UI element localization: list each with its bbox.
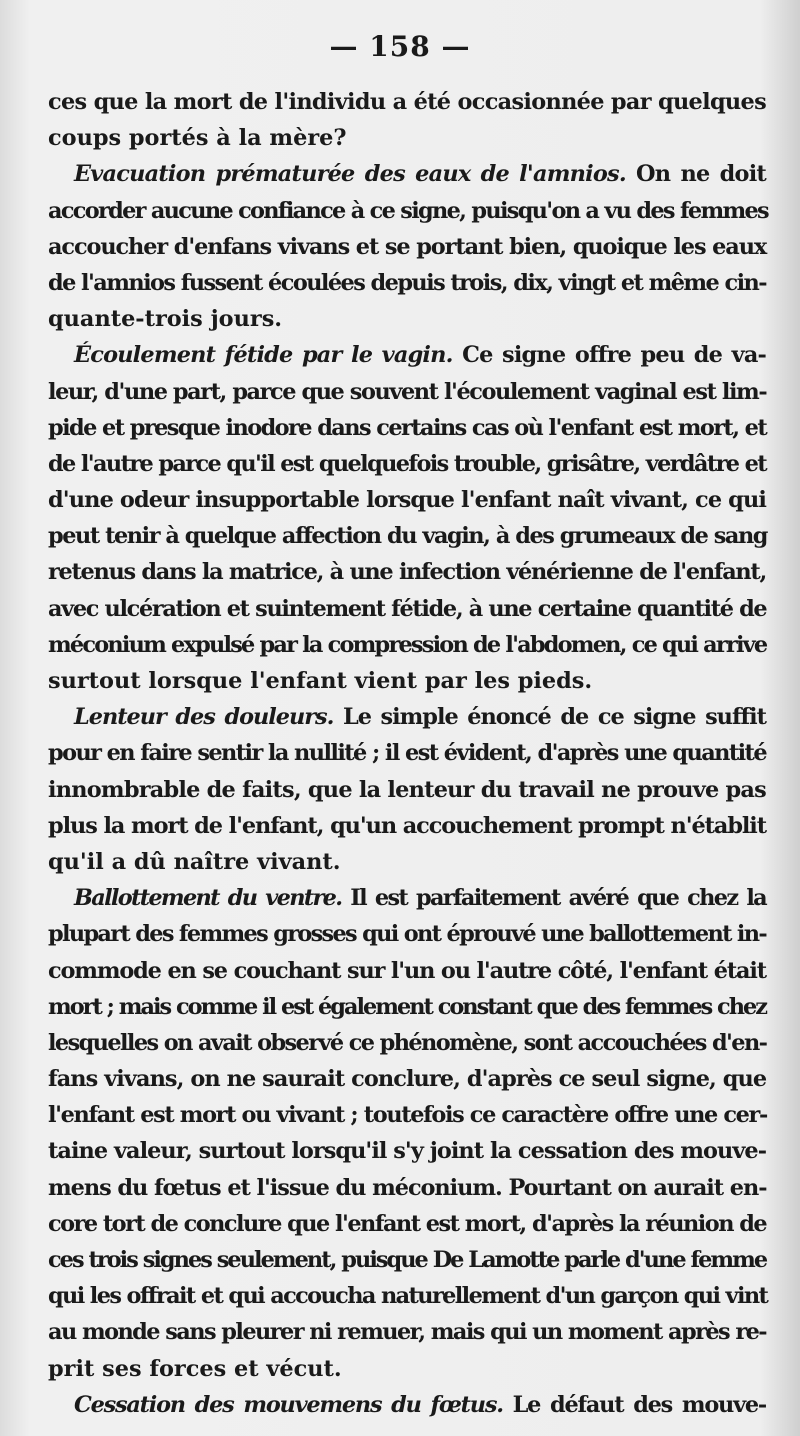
text-run: Ce signe offre peu de va- bbox=[452, 342, 766, 369]
section-heading: Ballottement du ventre. bbox=[74, 885, 342, 912]
paragraph-first-line bbox=[48, 337, 766, 373]
text-line: commode en se couchant sur l'un ou l'autre côté, l'enfant était bbox=[48, 957, 766, 984]
text-line: leur, d'une part, parce que souvent l'écoulement vaginal est lim- bbox=[48, 378, 767, 405]
text-line: fans vivans, on ne saurait conclure, d'après ce seul signe, que bbox=[48, 1066, 767, 1093]
text-line: lesquelles on avait observé ce phénomène, sont accouchées d'en- bbox=[48, 1029, 767, 1056]
text-line: peut tenir à quelque affection du vagin, à des grumeaux de sang bbox=[48, 523, 767, 550]
text-line: l'enfant est mort ou vivant ; toutefois ce caractère offre une cer- bbox=[48, 1102, 767, 1129]
text-line: accoucher d'enfans vivans et se portant bien, quoique les eaux bbox=[48, 233, 767, 260]
text-line: quante-trois jours. bbox=[48, 306, 283, 333]
text-line: surtout lorsque l'enfant vient par les pieds. bbox=[48, 668, 593, 694]
text-line: méconium expulsé par la compression de l'abdomen, ce qui arrive bbox=[48, 631, 767, 658]
section-heading: Lenteur des douleurs. bbox=[74, 704, 334, 731]
text-line: d'une odeur insupportable lorsque l'enfant naît vivant, ce qui bbox=[48, 487, 766, 514]
text-line: coups portés à la mère? bbox=[48, 125, 347, 152]
section-heading: Cessation des mouvemens du fœtus. bbox=[74, 1391, 503, 1418]
text-line: de l'amnios fussent écoulées depuis trois, dix, vingt et même cin- bbox=[48, 269, 766, 296]
text-line: prit ses forces et vécut. bbox=[48, 1355, 342, 1382]
text-line: plupart des femmes grosses qui ont éprouvé une ballottement in- bbox=[48, 921, 766, 948]
text-line: qu'il a dû naître vivant. bbox=[48, 848, 341, 875]
text-run: Le simple énoncé de ce signe suffit bbox=[333, 704, 766, 731]
text-line: core tort de conclure que l'enfant est mort, d'après la réunion de bbox=[48, 1210, 767, 1237]
section-heading: Evacuation prématurée des eaux de l'amnios. bbox=[74, 161, 626, 188]
text-line: qui les offrait et qui accoucha naturellement d'un garçon qui vint bbox=[48, 1283, 768, 1310]
text-line: ces trois signes seulement, puisque De Lamotte parle d'une femme bbox=[48, 1247, 767, 1273]
text-line: au monde sans pleurer ni remuer, mais qui un moment après re- bbox=[48, 1319, 766, 1346]
text-line: accorder aucune confiance à ce signe, puisqu'on a vu des femmes bbox=[48, 197, 768, 224]
text-line: taine valeur, surtout lorsqu'il s'y joint la cessation des mouve- bbox=[48, 1138, 767, 1165]
text-line: avec ulcération et suintement fétide, à une certaine quantité de bbox=[48, 595, 767, 622]
text-run: Il est parfaitement avéré que chez la bbox=[341, 885, 766, 912]
paragraph-first-line bbox=[48, 880, 766, 916]
paragraph-first-line bbox=[48, 1387, 766, 1423]
page-text bbox=[48, 84, 766, 1423]
text-line: ces que la mort de l'individu a été occasionnée par quelques bbox=[48, 89, 766, 115]
text-run: Le défaut des mouve- bbox=[502, 1391, 766, 1418]
section-heading: Écoulement fétide par le vagin. bbox=[74, 342, 453, 369]
paragraph-first-line bbox=[48, 156, 766, 192]
text-line: pour en faire sentir la nullité ; il est évident, d'après une quantité bbox=[48, 740, 766, 767]
text-line: de l'autre parce qu'il est quelquefois trouble, grisâtre, verdâtre et bbox=[48, 450, 766, 477]
page-number: — 158 — bbox=[329, 30, 471, 63]
text-line: retenus dans la matrice, à une infection vénérienne de l'enfant, bbox=[48, 559, 766, 586]
text-line: mens du fœtus et l'issue du méconium. Pourtant on aurait en- bbox=[48, 1174, 767, 1201]
text-line: pide et presque inodore dans certains cas où l'enfant est mort, et bbox=[48, 414, 767, 441]
paragraph-first-line bbox=[48, 699, 766, 735]
text-line: mort ; mais comme il est également constant que des femmes chez bbox=[48, 993, 766, 1020]
text-run: On ne doit bbox=[625, 161, 766, 188]
text-line: plus la mort de l'enfant, qu'un accouchement prompt n'établit bbox=[48, 812, 766, 839]
text-line: innombrable de faits, que la lenteur du travail ne prouve pas bbox=[48, 776, 766, 803]
